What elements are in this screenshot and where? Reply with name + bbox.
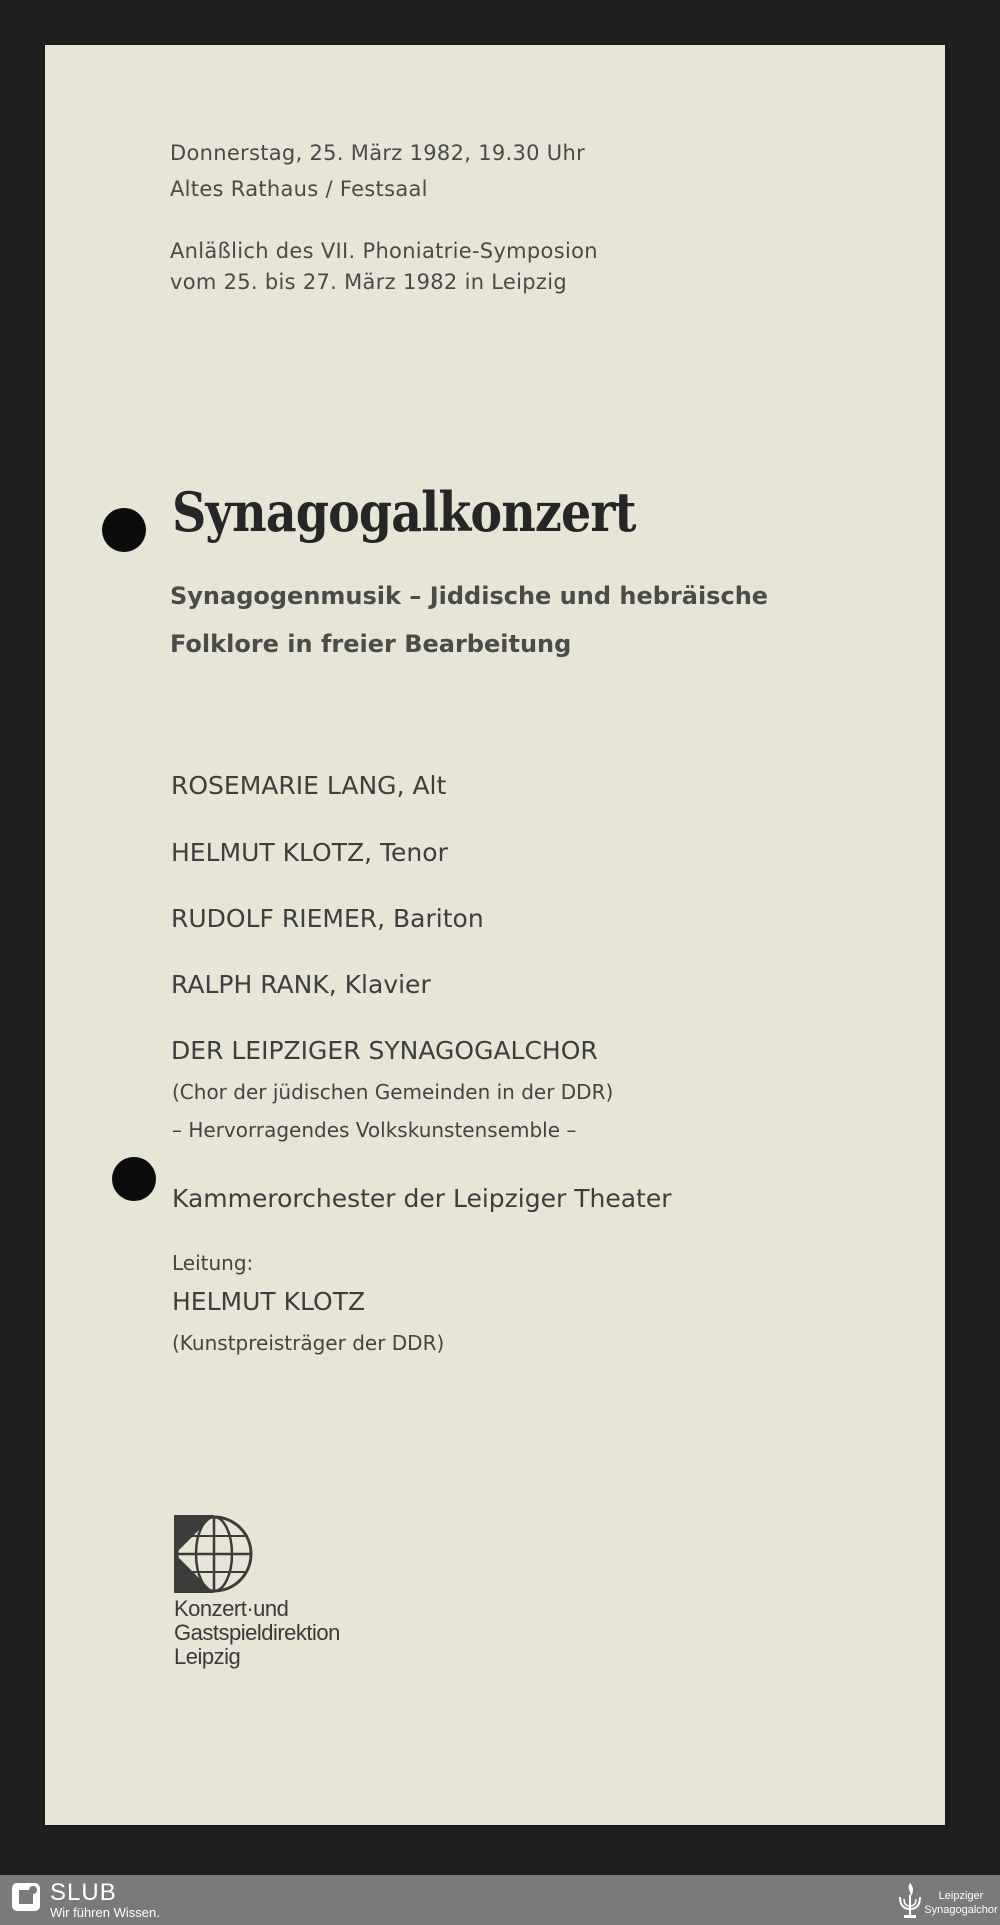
event-date: Donnerstag, 25. März 1982, 19.30 Uhr — [170, 141, 586, 165]
performer-baritone-name: RUDOLF RIEMER — [171, 904, 378, 933]
performer-tenor-name: HELMUT KLOTZ — [171, 838, 365, 867]
event-occasion-line1: Anläßlich des VII. Phoniatrie-Symposion — [170, 239, 598, 263]
collection-line1: Leipziger — [938, 1890, 984, 1902]
performer-piano-role: , Klavier — [328, 970, 431, 999]
collection-name[interactable] — [924, 1889, 998, 1917]
performer-tenor — [171, 838, 448, 867]
publisher-line1: Konzert·und — [174, 1596, 289, 1621]
library-name[interactable]: SLUB — [50, 1879, 117, 1906]
performer-alto-name: ROSEMARIE LANG — [171, 771, 397, 800]
globe-logo-icon — [174, 1515, 254, 1593]
footer-bar — [0, 1875, 1000, 1925]
director-note: (Kunstpreisträger der DDR) — [172, 1331, 445, 1355]
choir-distinction: – Hervorragendes Volkskunstensemble – — [172, 1118, 577, 1142]
subtitle-line1: Synagogenmusik – Jiddische und hebräische — [170, 582, 769, 610]
performer-baritone-role: , Bariton — [377, 904, 484, 933]
library-tagline: Wir führen Wissen. — [50, 1905, 160, 1920]
performer-alto — [171, 771, 446, 800]
slub-logo-icon[interactable] — [12, 1883, 40, 1911]
menorah-icon — [896, 1881, 924, 1921]
performer-baritone — [171, 904, 484, 933]
punch-hole-bottom — [112, 1157, 156, 1201]
performer-piano-name: RALPH RANK — [171, 970, 329, 999]
publisher-line2: Gastspieldirektion — [174, 1620, 340, 1645]
publisher-name — [174, 1597, 340, 1669]
subtitle-line2: Folklore in freier Bearbeitung — [170, 630, 572, 658]
collection-line2: Synagogalchor — [924, 1904, 998, 1916]
choir-note: (Chor der jüdischen Gemeinden in der DDR) — [172, 1080, 614, 1104]
event-venue: Altes Rathaus / Festsaal — [170, 177, 428, 201]
orchestra-name: Kammerorchester der Leipziger Theater — [172, 1184, 672, 1213]
director-name: HELMUT KLOTZ — [172, 1287, 366, 1316]
direction-label: Leitung: — [172, 1251, 254, 1275]
choir-name: DER LEIPZIGER SYNAGOGALCHOR — [171, 1036, 598, 1065]
concert-title: Synagogalkonzert — [172, 480, 636, 544]
event-occasion-line2: vom 25. bis 27. März 1982 in Leipzig — [170, 270, 567, 294]
performer-alto-role: , Alt — [396, 771, 447, 800]
publisher-line3: Leipzig — [174, 1644, 241, 1669]
performer-tenor-role: , Tenor — [364, 838, 448, 867]
punch-hole-top — [102, 508, 146, 552]
performer-piano — [171, 970, 431, 999]
